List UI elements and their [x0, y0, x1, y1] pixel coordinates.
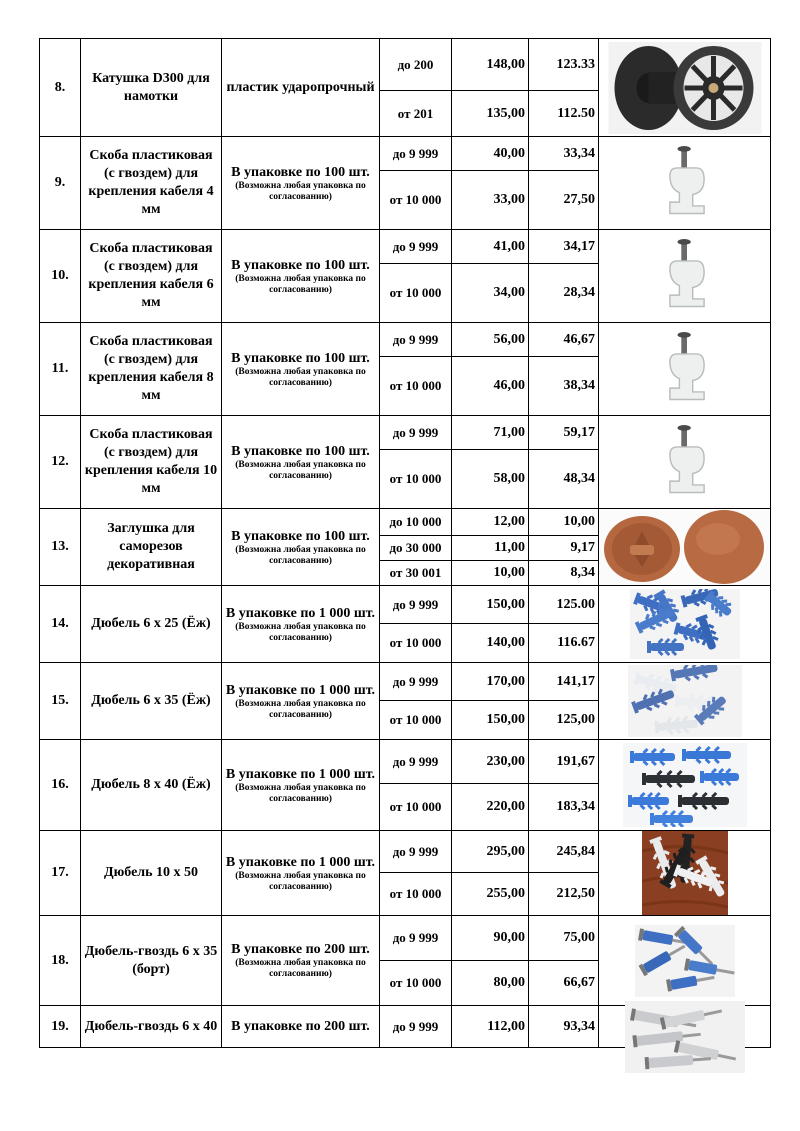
quantity-tier: до 9 999	[380, 740, 452, 784]
packaging-text: В упаковке по 100 шт.	[231, 443, 370, 459]
product-name: Дюбель 8 х 40 (Ёж)	[81, 740, 222, 831]
product-image-cell	[599, 137, 771, 230]
quantity-tier: от 10 000	[380, 701, 452, 740]
price-with-vat: 12,00	[452, 509, 529, 536]
table-row	[40, 137, 771, 171]
quantity-tier: до 9 999	[380, 916, 452, 961]
cable-clip-photo	[650, 422, 720, 502]
product-image-cell	[599, 663, 771, 740]
product-name: Дюбель 6 х 25 (Ёж)	[81, 586, 222, 663]
table-row	[40, 39, 771, 91]
quantity-tier: до 9 999	[380, 831, 452, 873]
product-image-cell	[599, 916, 771, 1006]
price-without-vat: 48,34	[529, 450, 599, 509]
table-row	[40, 416, 771, 450]
packaging-note: (Возможна любая упаковка по согласованию)	[235, 782, 366, 804]
product-name: Дюбель-гвоздь 6 х 35 (борт)	[81, 916, 222, 1006]
quantity-tier: до 200	[380, 39, 452, 91]
packaging-note: (Возможна любая упаковка по согласованию)	[235, 698, 366, 720]
cable-spool-photo	[608, 42, 761, 134]
table-row	[40, 916, 771, 961]
cable-clip-photo	[650, 329, 720, 409]
price-without-vat: 183,34	[529, 784, 599, 831]
quantity-tier: от 10 000	[380, 961, 452, 1006]
price-with-vat: 90,00	[452, 916, 529, 961]
price-with-vat: 80,00	[452, 961, 529, 1006]
packaging-cell	[222, 916, 380, 1006]
table-row	[40, 323, 771, 357]
price-without-vat: 33,34	[529, 137, 599, 171]
price-table	[39, 38, 771, 1048]
packaging-text: В упаковке по 1 000 шт.	[225, 682, 376, 698]
quantity-tier: до 9 999	[380, 586, 452, 624]
packaging-cell	[222, 39, 380, 137]
quantity-tier: до 9 999	[380, 1006, 452, 1048]
table-row	[40, 740, 771, 784]
row-number: 10.	[40, 230, 81, 323]
price-without-vat: 66,67	[529, 961, 599, 1006]
packaging-text: В упаковке по 100 шт.	[231, 257, 370, 273]
price-without-vat: 34,17	[529, 230, 599, 264]
product-image-cell	[599, 416, 771, 509]
price-without-vat: 125.00	[529, 586, 599, 624]
price-without-vat: 27,50	[529, 171, 599, 230]
price-without-vat: 9,17	[529, 536, 599, 561]
price-with-vat: 11,00	[452, 536, 529, 561]
price-with-vat: 150,00	[452, 586, 529, 624]
price-with-vat: 220,00	[452, 784, 529, 831]
packaging-cell	[222, 586, 380, 663]
price-without-vat: 8,34	[529, 561, 599, 586]
packaging-text: В упаковке по 100 шт.	[231, 350, 370, 366]
packaging-note: (Возможна любая упаковка по согласованию)	[235, 870, 366, 892]
quantity-tier: от 10 000	[380, 784, 452, 831]
row-number: 18.	[40, 916, 81, 1006]
packaging-text: В упаковке по 1 000 шт.	[225, 854, 376, 870]
row-number: 16.	[40, 740, 81, 831]
product-image-cell	[599, 39, 771, 137]
price-with-vat: 230,00	[452, 740, 529, 784]
packaging-note: (Возможна любая упаковка по согласованию)	[235, 273, 366, 295]
product-name: Катушка D300 для намотки	[81, 39, 222, 137]
blue-dowels-photo	[630, 589, 740, 659]
price-without-vat: 46,67	[529, 323, 599, 357]
row-number: 13.	[40, 509, 81, 586]
packaging-cell	[222, 509, 380, 586]
row-number: 19.	[40, 1006, 81, 1048]
quantity-tier: от 30 001	[380, 561, 452, 586]
nail-dowels-photo	[635, 925, 735, 997]
price-with-vat: 46,00	[452, 357, 529, 416]
packaging-text: В упаковке по 200 шт.	[231, 1019, 370, 1034]
row-number: 11.	[40, 323, 81, 416]
packaging-cell	[222, 416, 380, 509]
price-with-vat: 56,00	[452, 323, 529, 357]
price-with-vat: 148,00	[452, 39, 529, 91]
quantity-tier: от 10 000	[380, 171, 452, 230]
quantity-tier: до 9 999	[380, 323, 452, 357]
price-without-vat: 10,00	[529, 509, 599, 536]
product-name: Дюбель-гвоздь 6 х 40	[81, 1006, 222, 1048]
packaging-text: пластик ударопрочный	[226, 80, 375, 95]
price-without-vat: 116.67	[529, 624, 599, 663]
row-number: 17.	[40, 831, 81, 916]
product-name: Заглушка для саморезов декоративная	[81, 509, 222, 586]
quantity-tier: до 9 999	[380, 137, 452, 171]
packaging-cell	[222, 1006, 380, 1048]
price-with-vat: 170,00	[452, 663, 529, 701]
price-with-vat: 10,00	[452, 561, 529, 586]
product-image-cell	[599, 586, 771, 663]
quantity-tier: до 10 000	[380, 509, 452, 536]
packaging-cell	[222, 663, 380, 740]
quantity-tier: до 30 000	[380, 536, 452, 561]
price-with-vat: 40,00	[452, 137, 529, 171]
quantity-tier: от 10 000	[380, 264, 452, 323]
dowels-on-wood-photo	[642, 831, 728, 915]
packaging-note: (Возможна любая упаковка по согласованию)	[235, 366, 366, 388]
product-image-cell	[599, 740, 771, 831]
price-without-vat: 125,00	[529, 701, 599, 740]
price-without-vat: 112.50	[529, 91, 599, 137]
table-row	[40, 509, 771, 536]
packaging-text: В упаковке по 1 000 шт.	[225, 605, 376, 621]
blue-black-dowels-photo	[623, 743, 747, 827]
product-image-cell	[599, 323, 771, 416]
price-without-vat: 191,67	[529, 740, 599, 784]
price-with-vat: 295,00	[452, 831, 529, 873]
price-with-vat: 150,00	[452, 701, 529, 740]
price-with-vat: 58,00	[452, 450, 529, 509]
product-image-cell	[599, 509, 771, 586]
price-with-vat: 34,00	[452, 264, 529, 323]
cable-clip-photo	[650, 236, 720, 316]
price-without-vat: 75,00	[529, 916, 599, 961]
packaging-cell	[222, 137, 380, 230]
product-image-cell	[599, 831, 771, 916]
quantity-tier: до 9 999	[380, 230, 452, 264]
price-with-vat: 112,00	[452, 1006, 529, 1048]
product-image-cell	[599, 230, 771, 323]
packaging-cell	[222, 230, 380, 323]
product-name: Дюбель 10 х 50	[81, 831, 222, 916]
grey-nail-dowels-photo	[625, 1001, 745, 1073]
row-number: 15.	[40, 663, 81, 740]
row-number: 8.	[40, 39, 81, 137]
price-with-vat: 71,00	[452, 416, 529, 450]
price-with-vat: 140,00	[452, 624, 529, 663]
price-without-vat: 93,34	[529, 1006, 599, 1048]
packaging-text: В упаковке по 100 шт.	[231, 528, 370, 544]
quantity-tier: от 10 000	[380, 450, 452, 509]
table-row	[40, 230, 771, 264]
packaging-cell	[222, 323, 380, 416]
price-without-vat: 212,50	[529, 873, 599, 916]
price-without-vat: 59,17	[529, 416, 599, 450]
product-name: Дюбель 6 х 35 (Ёж)	[81, 663, 222, 740]
quantity-tier: до 9 999	[380, 663, 452, 701]
price-without-vat: 28,34	[529, 264, 599, 323]
price-without-vat: 123.33	[529, 39, 599, 91]
product-image-cell	[599, 1006, 771, 1048]
product-name: Скоба пластиковая (с гвоздем) для крепления кабеля 8 мм	[81, 323, 222, 416]
product-name: Скоба пластиковая (с гвоздем) для крепления кабеля 4 мм	[81, 137, 222, 230]
packaging-cell	[222, 831, 380, 916]
price-without-vat: 245,84	[529, 831, 599, 873]
table-row	[40, 586, 771, 624]
product-name: Скоба пластиковая (с гвоздем) для крепления кабеля 6 мм	[81, 230, 222, 323]
row-number: 9.	[40, 137, 81, 230]
table-row	[40, 1006, 771, 1048]
table-row	[40, 663, 771, 701]
price-without-vat: 141,17	[529, 663, 599, 701]
quantity-tier: от 10 000	[380, 357, 452, 416]
row-number: 12.	[40, 416, 81, 509]
price-with-vat: 135,00	[452, 91, 529, 137]
product-name: Скоба пластиковая (с гвоздем) для крепления кабеля 10 мм	[81, 416, 222, 509]
row-number: 14.	[40, 586, 81, 663]
packaging-text: В упаковке по 100 шт.	[231, 164, 370, 180]
packaging-text: В упаковке по 1 000 шт.	[225, 766, 376, 782]
cable-clip-photo	[650, 143, 720, 223]
quantity-tier: от 10 000	[380, 624, 452, 663]
packaging-note: (Возможна любая упаковка по согласованию)	[235, 958, 366, 979]
mixed-dowels-photo	[628, 665, 742, 737]
quantity-tier: от 10 000	[380, 873, 452, 916]
quantity-tier: от 201	[380, 91, 452, 137]
packaging-note: (Возможна любая упаковка по согласованию)	[235, 459, 366, 481]
packaging-note: (Возможна любая упаковка по согласованию)	[235, 621, 366, 643]
screw-cap-photo	[600, 509, 770, 585]
price-with-vat: 41,00	[452, 230, 529, 264]
price-with-vat: 255,00	[452, 873, 529, 916]
price-without-vat: 38,34	[529, 357, 599, 416]
packaging-text: В упаковке по 200 шт.	[231, 942, 370, 957]
packaging-note: (Возможна любая упаковка по согласованию)	[235, 180, 366, 202]
packaging-cell	[222, 740, 380, 831]
quantity-tier: до 9 999	[380, 416, 452, 450]
table-row	[40, 831, 771, 873]
price-with-vat: 33,00	[452, 171, 529, 230]
packaging-note: (Возможна любая упаковка по согласованию)	[235, 544, 366, 566]
